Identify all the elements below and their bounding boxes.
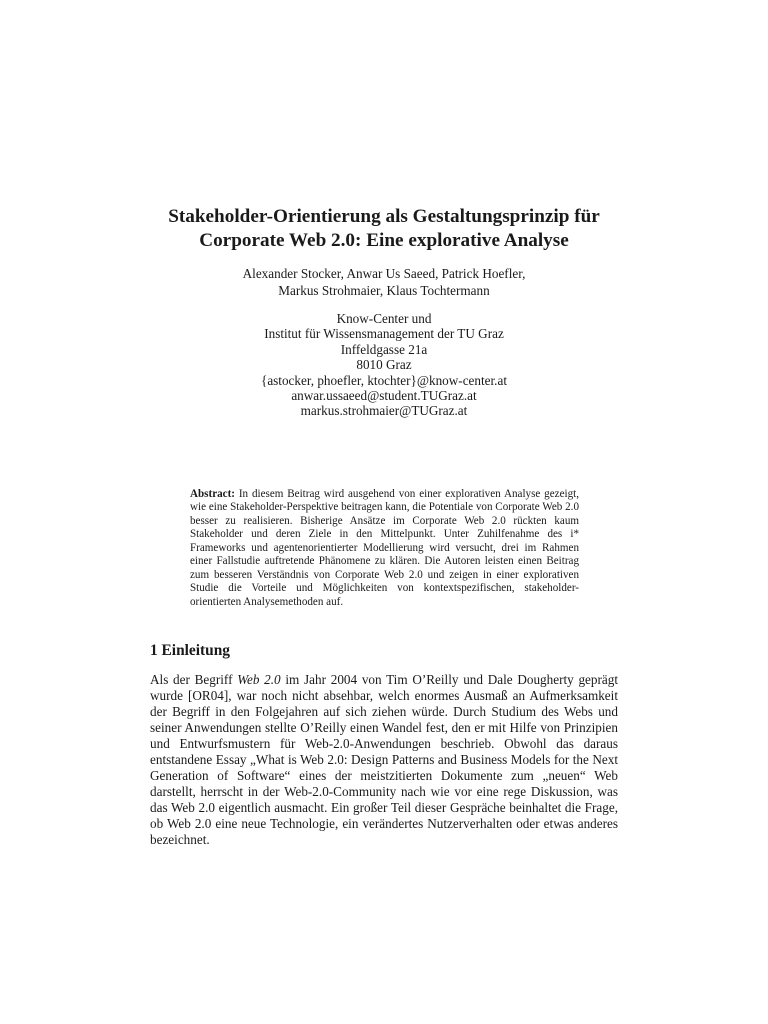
title-line-1: Stakeholder-Orientierung als Gestaltungsprinzip für (168, 206, 600, 227)
authors-line-1: Alexander Stocker, Anwar Us Saeed, Patrick Hoefler, (242, 266, 526, 281)
paragraph-emphasis: Web 2.0 (237, 672, 281, 687)
affiliation-line-3: Inffeldgasse 21a (340, 341, 428, 357)
affiliation-block (0, 311, 768, 419)
title-line-2: Corporate Web 2.0: Eine explorative Analyse (199, 229, 569, 251)
paper-title (0, 205, 768, 252)
affiliation-email-3: markus.strohmaier@TUGraz.at (300, 403, 468, 419)
section-heading: 1 Einleitung (150, 642, 230, 659)
abstract (190, 488, 579, 609)
authors-line-2: Markus Strohmaier, Klaus Tochtermann (278, 283, 490, 298)
affiliation-line-1: Know-Center und (336, 311, 432, 326)
paragraph-text-start: Als der Begriff (150, 672, 233, 687)
abstract-text: In diesem Beitrag wird ausgehend von einer explorativen Analyse gezeigt, wie eine Stakeholder-Perspektive beitragen kann, die Potentiale von Corporate Web 2.0 besser zu realisieren. Bisherige Ansätze im Corporate Web 2.0 rückten kaum Stakeholder und deren Ziele in den Mittelpunkt. Unter Zuhilfenahme des i* Frameworks und agentenorientierter Modellierung wird versucht, drei im Rahmen einer Fallstudie auftretende Phänomene zu klären. Die Autoren leisten einen Beitrag zum besseren Verständnis von Corporate Web 2.0 und zeigen in einer explorativen Studie die Vorteile und Möglichkeiten von kontextspezifischen, stakeholder-orientierten Analysemethoden auf. (190, 488, 579, 608)
affiliation-email-2: anwar.ussaeed@student.TUGraz.at (291, 388, 477, 404)
affiliation-line-2: Institut für Wissensmanagement der TU Graz (264, 326, 504, 342)
author-list (0, 265, 768, 299)
paragraph-text-rest: im Jahr 2004 von Tim O’Reilly und Dale Dougherty geprägt wurde [OR04], war noch nicht absehbar, welch enormes Ausmaß an Aufmerksamkeit der Begriff in den Folgejahren auf sich ziehen würde. Durch Studium des Webs und seiner Anwendungen stellte O’Reilly einen Wandel fest, den er mit Hilfe von Prinzipien und Entwurfsmustern für Web-2.0-Anwendungen beschrieb. Obwohl das daraus entstandene Essay „What is Web 2.0: Design Patterns and Business Models for the Next Generation of Software“ eines der meistzitierten Dokumente zum „neuen“ Web darstellt, herrscht in der Web-2.0-Community nach wie vor eine rege Diskussion, was das Web 2.0 eigentlich ausmacht. Ein großer Teil dieser Gespräche beinhaltet die Frage, ob Web 2.0 eine neue Technologie, ein verändertes Nutzerverhalten oder etwas anderes bezeichnet. (150, 672, 619, 847)
affiliation-email-1: {astocker, phoefler, ktochter}@know-center.at (260, 372, 507, 388)
abstract-label: Abstract: (190, 488, 235, 500)
section-paragraph (150, 672, 618, 847)
affiliation-line-4: 8010 Graz (356, 357, 412, 373)
